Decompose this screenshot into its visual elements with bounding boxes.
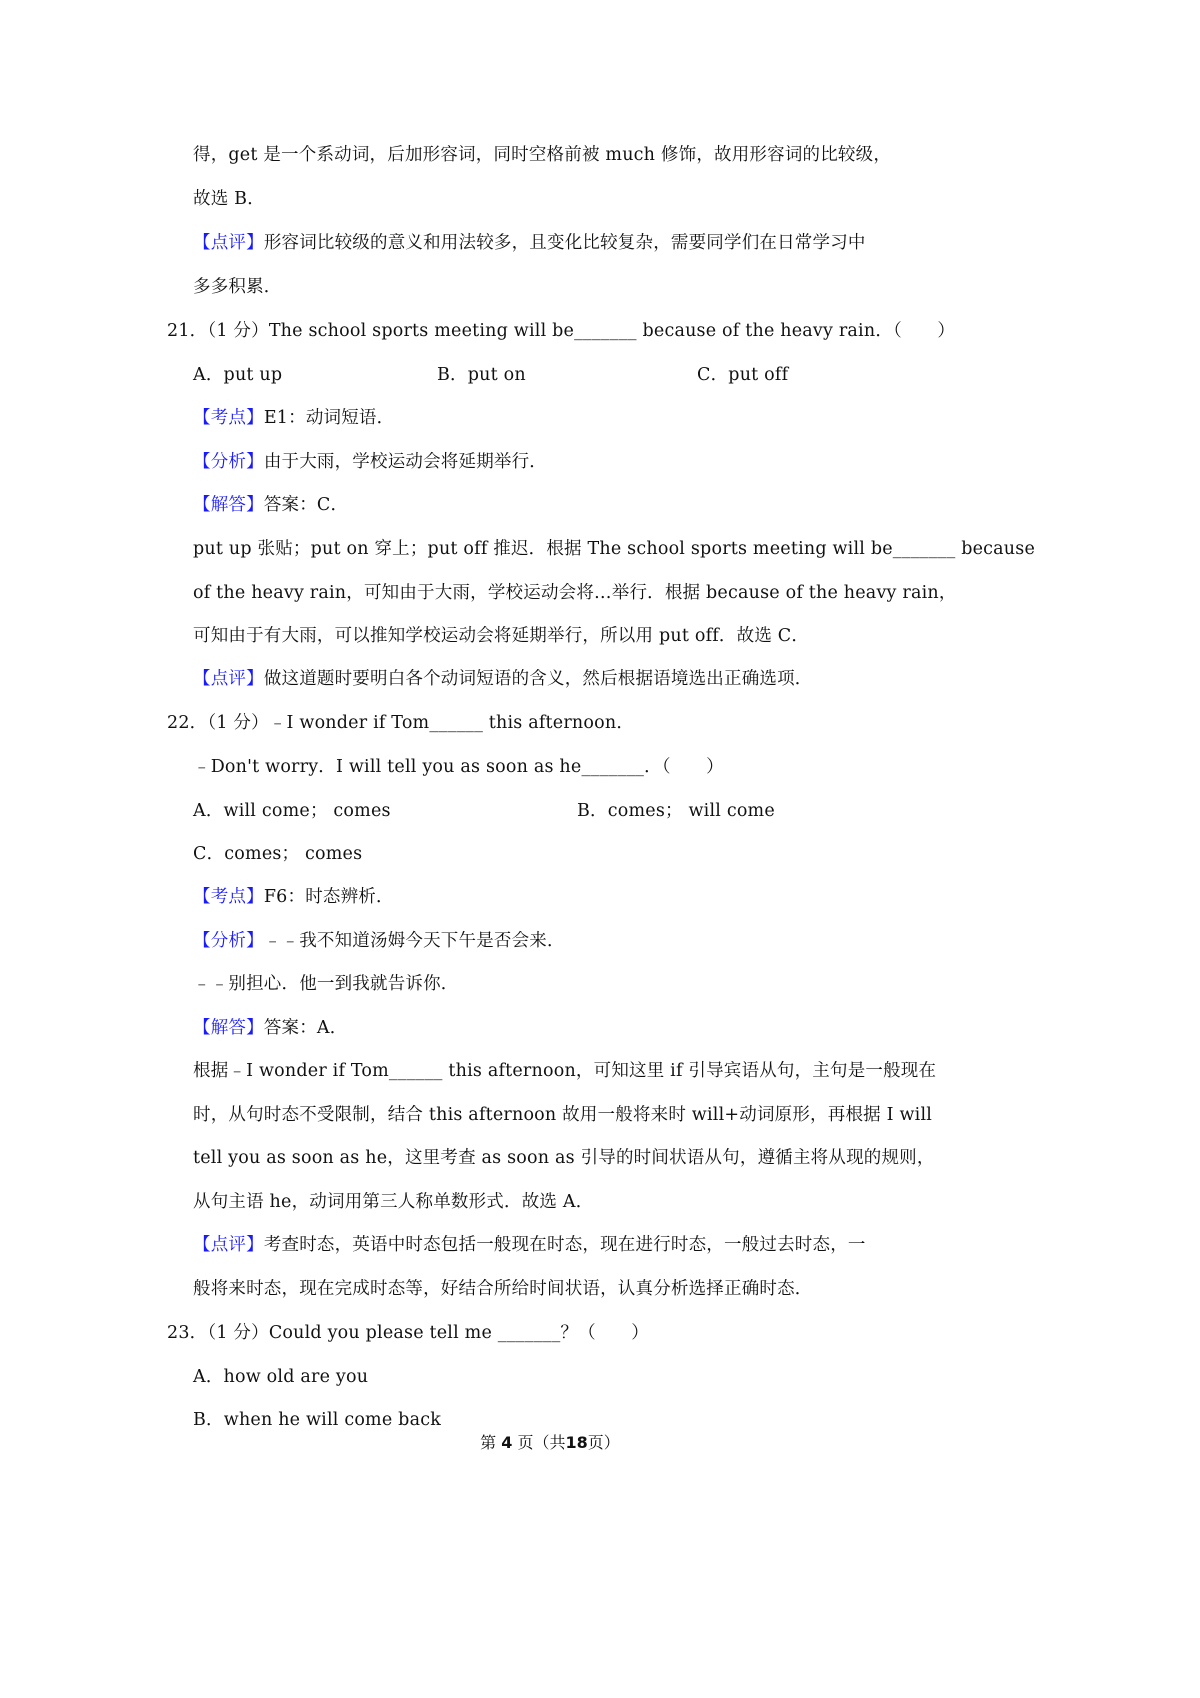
question-21-stem: 21．（1 分）The school sports meeting will be_______ because of the heavy rain．（ ） xyxy=(167,321,956,341)
question-22-stem-line-1: 22．（1 分）﹣I wonder if Tom______ this afternoon． xyxy=(167,713,635,733)
question-23-option-b: B．when he will come back xyxy=(193,1410,442,1430)
dianping-text: 考查时态，英语中时态包括一般现在时态，现在进行时态，一般过去时态，一 xyxy=(263,1235,866,1255)
question-22-dianping xyxy=(193,1233,866,1257)
question-21-option-c: C．put off xyxy=(697,365,789,385)
question-22-explain-line-1: 根据﹣I wonder if Tom______ this afternoon，可知这里 if 引导宾语从句，主句是一般现在 xyxy=(193,1061,937,1081)
footer-suffix: 页） xyxy=(587,1433,620,1452)
question-21-explain-line-1: put up 张贴；put on 穿上；put off 推迟．根据 The school sports meeting will be_______ because xyxy=(193,539,1036,559)
question-21-kaodian xyxy=(193,406,394,430)
fenxi-tag: 【分析】 xyxy=(193,931,264,951)
question-22-fenxi xyxy=(193,929,565,953)
question-23-option-a: A．how old are you xyxy=(193,1367,369,1387)
question-22-option-b: B．comes； will come xyxy=(577,801,775,821)
question-21-jieda xyxy=(193,493,348,517)
question-22-option-c: C．comes； comes xyxy=(193,844,363,864)
analysis-continuation-line-2: 故选 B． xyxy=(193,189,265,209)
jieda-text: 答案：A． xyxy=(263,1018,348,1038)
fenxi-text: ﹣﹣我不知道汤姆今天下午是否会来． xyxy=(263,931,565,951)
question-22-kaodian xyxy=(193,885,394,909)
question-22-stem-line-2: ﹣Don't worry．I will tell you as soon as he_______．（ ） xyxy=(193,757,724,777)
question-21-option-a: A．put up xyxy=(193,365,283,385)
question-22-explain-line-3: tell you as soon as he，这里考查 as soon as 引导的时间状语从句，遵循主将从现的规则， xyxy=(193,1148,935,1168)
footer-total-pages: 18 xyxy=(565,1433,588,1452)
footer-middle: 页（共 xyxy=(517,1433,566,1452)
comment-continuation: 多多积累． xyxy=(193,277,282,297)
footer-page-number: 4 xyxy=(501,1433,513,1452)
comment-text: 形容词比较级的意义和用法较多，且变化比较复杂，需要同学们在日常学习中 xyxy=(263,233,866,253)
dianping-tag: 【点评】 xyxy=(193,1235,264,1255)
jieda-text: 答案：C． xyxy=(263,495,349,515)
jieda-tag: 【解答】 xyxy=(193,495,264,515)
kaodian-tag: 【考点】 xyxy=(193,408,264,428)
kaodian-text: E1：动词短语． xyxy=(263,408,395,428)
dianping-text: 做这道题时要明白各个动词短语的含义，然后根据语境选出正确选项． xyxy=(263,669,813,689)
analysis-continuation-line-1: 得，get 是一个系动词，后加形容词，同时空格前被 much 修饰，故用形容词的比较级， xyxy=(193,145,892,165)
comment-paragraph xyxy=(193,231,866,255)
dianping-tag: 【点评】 xyxy=(193,669,264,689)
question-22-dianping-line-2: 般将来时态，现在完成时态等，好结合所给时间状语，认真分析选择正确时态． xyxy=(193,1279,813,1299)
footer-prefix: 第 xyxy=(480,1433,497,1452)
question-22-explain-line-4: 从句主语 he，动词用第三人称单数形式．故选 A． xyxy=(193,1192,594,1212)
jieda-tag: 【解答】 xyxy=(193,1018,264,1038)
fenxi-tag: 【分析】 xyxy=(193,452,264,472)
question-21-explain-line-3: 可知由于有大雨，可以推知学校运动会将延期举行，所以用 put off．故选 C． xyxy=(193,626,810,646)
kaodian-tag: 【考点】 xyxy=(193,887,264,907)
question-21-dianping xyxy=(193,667,813,691)
question-22-explain-line-2: 时，从句时态不受限制，结合 this afternoon 故用一般将来时 will+动词原形，再根据 I will xyxy=(193,1105,933,1125)
page-footer xyxy=(0,1432,1100,1454)
question-22-jieda xyxy=(193,1016,347,1040)
question-23-stem: 23．（1 分）Could you please tell me _______？（ ） xyxy=(167,1323,649,1343)
fenxi-text: 由于大雨，学校运动会将延期举行． xyxy=(263,452,548,472)
question-21-explain-line-2: of the heavy rain，可知由于大雨，学校运动会将…举行．根据 because of the heavy rain， xyxy=(193,583,957,603)
question-22-option-a: A．will come； comes xyxy=(193,801,391,821)
question-21-fenxi xyxy=(193,450,547,474)
comment-tag: 【点评】 xyxy=(193,233,264,253)
kaodian-text: F6：时态辨析． xyxy=(263,887,394,907)
question-21-option-b: B．put on xyxy=(437,365,526,385)
question-22-fenxi-line-2: ﹣﹣别担心．他一到我就告诉你． xyxy=(193,974,459,994)
